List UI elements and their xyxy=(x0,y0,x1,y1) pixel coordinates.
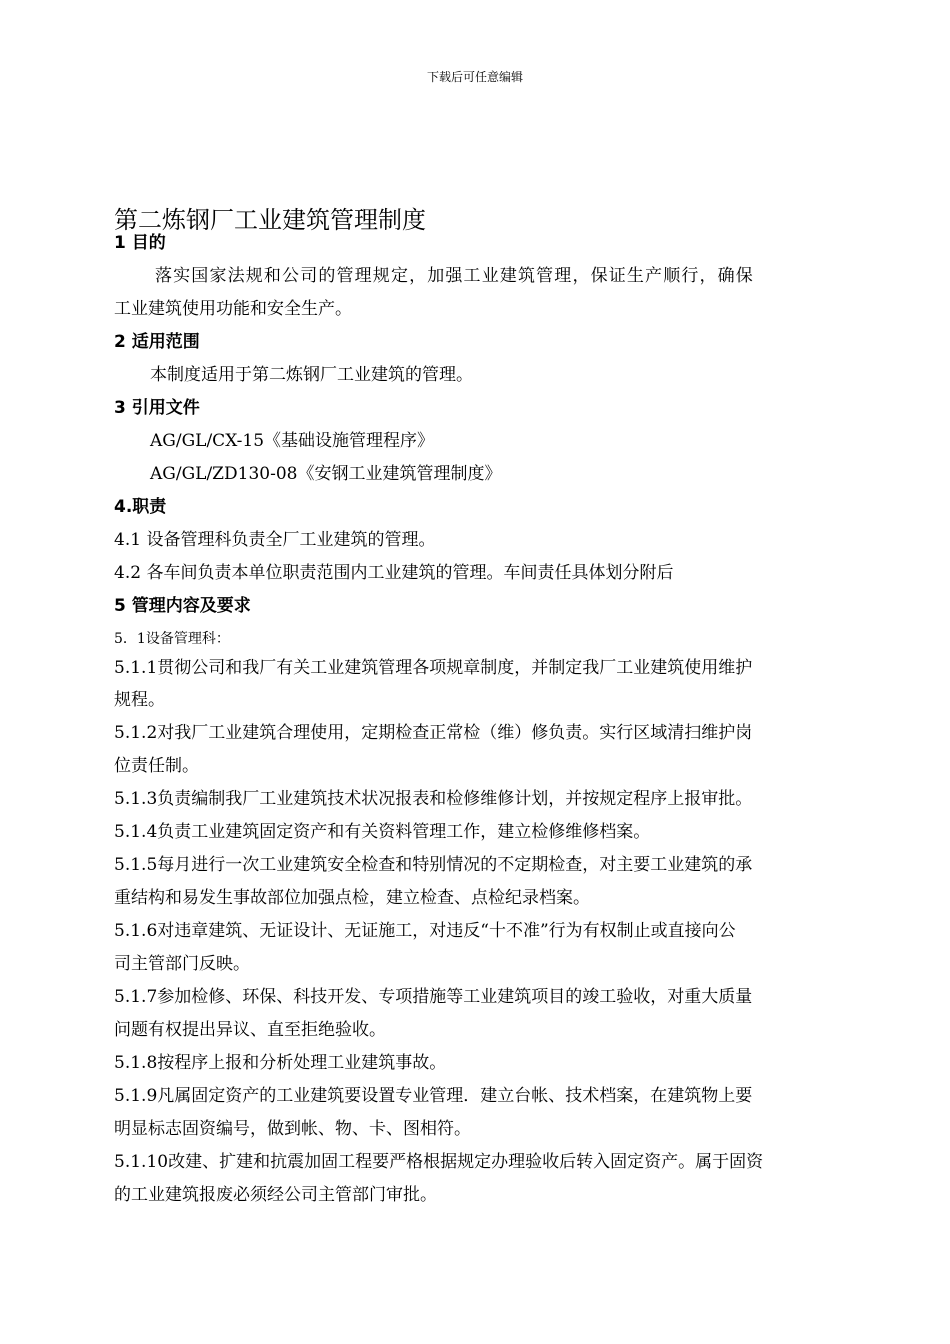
paragraph-line: 5.1.8按程序上报和分析处理工业建筑事故。 xyxy=(114,1053,447,1073)
paragraph-line: 位责任制。 xyxy=(114,756,199,776)
section-4-heading: 4.职责 xyxy=(114,497,167,517)
paragraph-line: 重结构和易发生事故部位加强点检，建立检查、点检纪录档案。 xyxy=(114,888,590,908)
document-title: 第二炼钢厂工业建筑管理制度 xyxy=(114,206,426,234)
reference-line: AG/GL/CX-15《基础设施管理程序》 xyxy=(150,431,435,451)
paragraph-line: 司主管部门反映。 xyxy=(114,954,250,974)
paragraph-line: 5.1.10改建、扩建和抗震加固工程要严格根据规定办理验收后转入固定资产。属于固资 xyxy=(114,1152,764,1172)
reference-line: AG/GL/ZD130-08《安钢工业建筑管理制度》 xyxy=(150,464,502,484)
paragraph-line: 5.1.7参加检修、环保、科技开发、专项措施等工业建筑项目的竣工验收，对重大质量 xyxy=(114,987,753,1007)
paragraph-line: 规程。 xyxy=(114,690,165,710)
paragraph-line: 4.1 设备管理科负责全厂工业建筑的管理。 xyxy=(114,530,436,550)
section-1-heading: 1 目的 xyxy=(114,233,166,253)
paragraph-line: 落实国家法规和公司的管理规定，加强工业建筑管理，保证生产顺行，确保 xyxy=(155,266,754,286)
paragraph-line: 5.1.1贯彻公司和我厂有关工业建筑管理各项规章制度，并制定我厂工业建筑使用维护 xyxy=(114,658,753,678)
subsection-heading: 5．1设备管理科： xyxy=(114,631,230,647)
paragraph-line: 的工业建筑报废必须经公司主管部门审批。 xyxy=(114,1185,437,1205)
header-note: 下载后可任意编辑 xyxy=(426,70,523,84)
paragraph-line: 5.1.2对我厂工业建筑合理使用，定期检查正常检（维）修负责。实行区域清扫维护岗 xyxy=(114,723,753,743)
section-2-heading: 2 适用范围 xyxy=(114,332,200,352)
section-3-heading: 3 引用文件 xyxy=(114,398,200,418)
paragraph-line: 问题有权提出异议、直至拒绝验收。 xyxy=(114,1020,386,1040)
paragraph-line: 5.1.4负责工业建筑固定资产和有关资料管理工作，建立检修维修档案。 xyxy=(114,822,651,842)
section-5-heading: 5 管理内容及要求 xyxy=(114,596,251,616)
paragraph-line: 工业建筑使用功能和安全生产。 xyxy=(114,299,352,319)
paragraph-line: 4.2 各车间负责本单位职责范围内工业建筑的管理。车间责任具体划分附后 xyxy=(114,563,674,583)
paragraph-line: 明显标志固资编号，做到帐、物、卡、图相符。 xyxy=(114,1119,471,1139)
paragraph-line: 5.1.6对违章建筑、无证设计、无证施工，对违反“十不准”行为有权制止或直接向公 xyxy=(114,921,736,941)
paragraph-line: 5.1.5每月进行一次工业建筑安全检查和特别情况的不定期检查，对主要工业建筑的承 xyxy=(114,855,753,875)
paragraph-line: 5.1.9凡属固定资产的工业建筑要设置专业管理．建立台帐、技术档案，在建筑物上要 xyxy=(114,1086,753,1106)
paragraph-line: 本制度适用于第二炼钢厂工业建筑的管理。 xyxy=(150,365,473,385)
paragraph-line: 5.1.3负责编制我厂工业建筑技术状况报表和检修维修计划，并按规定程序上报审批。 xyxy=(114,789,753,809)
